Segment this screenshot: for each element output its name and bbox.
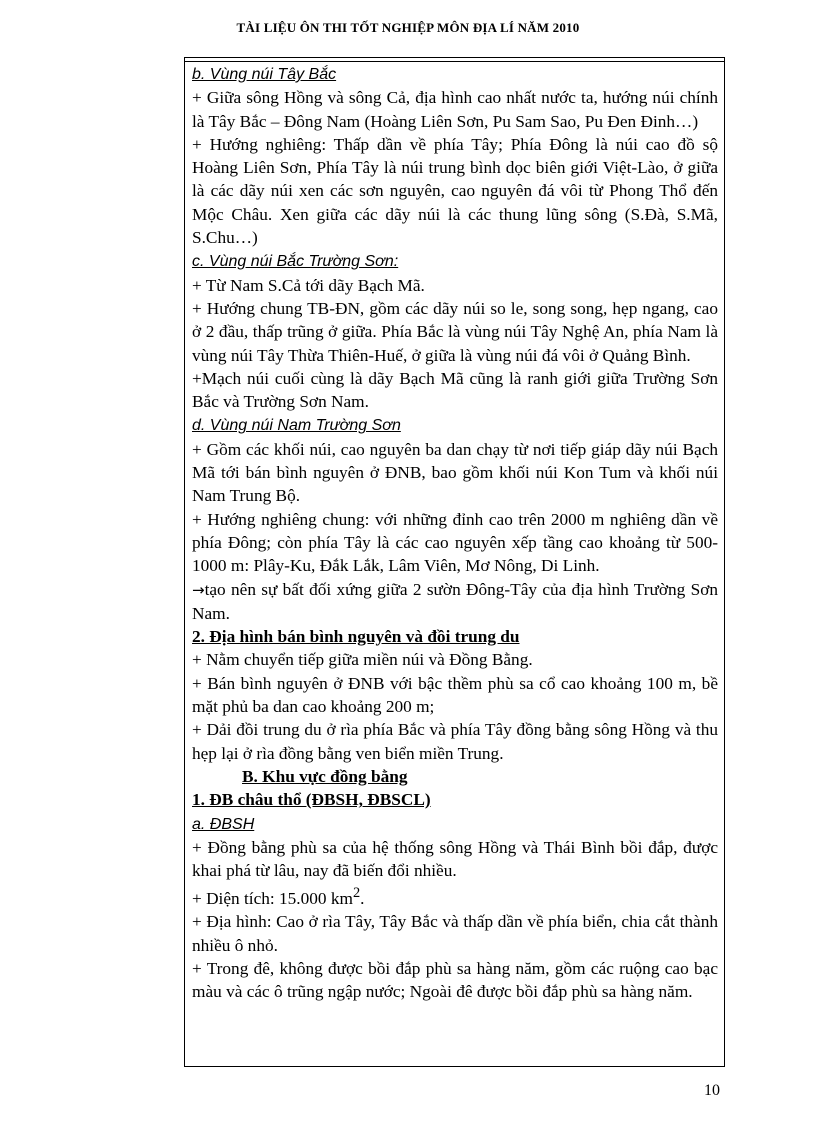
section-d-para-1: + Gồm các khối núi, cao nguyên ba dan chạy từ nơi tiếp giáp dãy núi Bạch Mã tới bán bình nguyên ở ĐNB, bao gồm khối núi Kon Tum và khối núi Nam Trung Bộ. bbox=[192, 439, 718, 506]
section-b-para-2: + Hướng nghiêng: Thấp dần về phía Tây; Phía Đông là núi cao đồ sộ Hoàng Liên Sơn, Phía Tây là núi trung bình dọc biên giới Việt-Lào, ở giữa là các dãy núi xen các sơn nguyên, cao nguyên đá vôi từ Phong Thổ đến Mộc Châu. Xen giữa các dãy núi là các thung lũng sông (S.Đà, S.Mã, S.Chu…) bbox=[192, 134, 718, 248]
section-2-para-1: + Nằm chuyển tiếp giữa miền núi và Đồng Bằng. bbox=[192, 650, 533, 670]
section-d-para-2: + Hướng nghiêng chung: với những đỉnh cao trên 2000 m nghiêng dần về phía Đông; còn phía Tây là các cao nguyên xếp tầng cao khoảng từ 500-1000 m: Plây-Ku, Đắk Lắk, Lâm Viên, Mơ Nông, Di Linh. bbox=[192, 509, 718, 576]
section-d-title: d. Vùng núi Nam Trường Sơn bbox=[192, 417, 401, 435]
arrow-right-icon: → bbox=[192, 580, 205, 599]
section-d-para-3-text: tạo nên sự bất đối xứng giữa 2 sườn Đông-Tây của địa hình Trường Sơn Nam. bbox=[192, 579, 718, 623]
section-a-para-2 bbox=[192, 882, 718, 910]
section-1-title: 1. ĐB châu thổ (ĐBSH, ĐBSCL) bbox=[192, 790, 431, 810]
page-header: TÀI LIỆU ÔN THI TỐT NGHIỆP MÔN ĐỊA LÍ NĂM 2010 bbox=[236, 20, 580, 35]
section-d-para-3 bbox=[192, 578, 718, 626]
content-body bbox=[185, 61, 724, 1066]
area-text: + Diện tích: 15.000 km bbox=[192, 889, 353, 909]
section-c-para-3: +Mạch núi cuối cùng là dãy Bạch Mã cũng là ranh giới giữa Trường Sơn Bắc và Trường Sơn Nam. bbox=[192, 368, 718, 412]
section-a-para-3: + Địa hình: Cao ở rìa Tây, Tây Bắc và thấp dần về phía biển, chia cắt thành nhiều ô nhỏ. bbox=[192, 912, 718, 955]
section-2-para-3: + Dải đồi trung du ở rìa phía Bắc và phía Tây đồng bằng sông Hồng và thu hẹp lại ở rìa đồng bằng ven biển miền Trung. bbox=[192, 720, 718, 763]
page-number: 10 bbox=[704, 1082, 720, 1099]
section-2-para-2: + Bán bình nguyên ở ĐNB với bậc thềm phù sa cổ cao khoảng 100 m, bề mặt phủ ba dan cao khoảng 200 m; bbox=[192, 673, 718, 717]
section-a-title: a. ĐBSH bbox=[192, 815, 255, 833]
section-a-para-1: + Đồng bằng phù sa của hệ thống sông Hồng và Thái Bình bồi đắp, được khai phá từ lâu, nay đã biến đổi nhiều. bbox=[192, 837, 718, 881]
section-c-para-1: + Từ Nam S.Cả tới dãy Bạch Mã. bbox=[192, 275, 425, 295]
section-c-title: c. Vùng núi Bắc Trường Sơn: bbox=[192, 253, 399, 271]
area-superscript: 2 bbox=[352, 885, 361, 902]
content-box bbox=[184, 57, 725, 1067]
section-2-title: 2. Địa hình bán bình nguyên và đồi trung du bbox=[192, 627, 520, 647]
section-c-para-2: + Hướng chung TB-ĐN, gồm các dãy núi so le, song song, hẹp ngang, cao ở 2 đầu, thấp trũng ở giữa. Phía Bắc là vùng núi Tây Nghệ An, phía Nam là vùng núi Tây Thừa Thiên-Huế, ở giữa là vùng núi đá vôi ở Quảng Bình. bbox=[192, 298, 718, 365]
section-B-title: B. Khu vực đồng bằng bbox=[242, 766, 408, 786]
section-b-para-1: + Giữa sông Hồng và sông Cả, địa hình cao nhất nước ta, hướng núi chính là Tây Bắc – Đông Nam (Hoàng Liên Sơn, Pu Sam Sao, Pu Đen Đinh…) bbox=[192, 88, 718, 131]
area-end: . bbox=[360, 889, 365, 909]
section-b-title: b. Vùng núi Tây Bắc bbox=[192, 66, 337, 83]
section-a-para-4: + Trong đê, không được bồi đắp phù sa hàng năm, gồm các ruộng cao bạc màu và các ô trũng ngập nước; Ngoài đê được bồi đắp phù sa hàng năm. bbox=[192, 959, 718, 1002]
